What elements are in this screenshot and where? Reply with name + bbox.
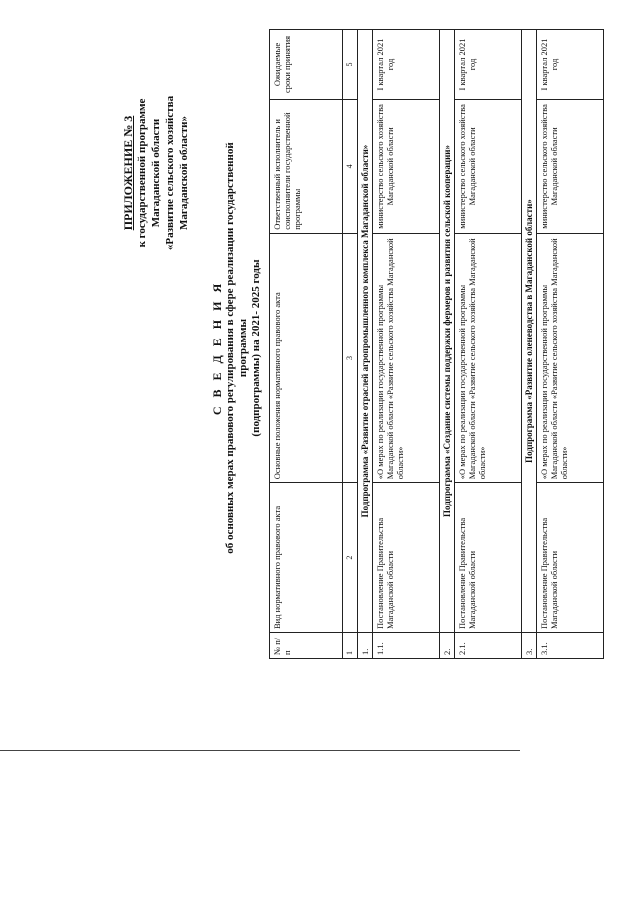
subprogram-num: 1. — [358, 633, 373, 659]
col-number: 4 — [343, 99, 358, 233]
table-header-row — [270, 30, 343, 659]
row-act-type: Постановление Правительства Магаданской области — [373, 483, 440, 633]
heading-title: С В Е Д Е Н И Я — [210, 280, 224, 416]
appendix-line: «Развитие сельского хозяйства — [164, 95, 176, 251]
row-term: I квартал 2021 год — [537, 30, 604, 100]
subprogram-row — [440, 30, 455, 659]
rotated-document-sheet — [111, 3, 581, 703]
header-act-type: Вид нормативного правового акта — [270, 483, 343, 633]
subprogram-title: Подпрограмма «Создание системы поддержки фермеров и развития сельской кооперации» — [440, 30, 455, 633]
column-number-row — [343, 30, 358, 659]
row-act-type: Постановление Правительства Магаданской области — [537, 483, 604, 633]
appendix-line: Магаданской области» — [178, 116, 190, 230]
subprogram-row — [522, 30, 537, 659]
page-divider-line — [0, 750, 520, 751]
row-term: I квартал 2021 год — [455, 30, 522, 100]
header-act-content: Основные положения нормативного правового акта — [270, 233, 343, 482]
header-num: № п/п — [270, 633, 343, 659]
appendix-title: ПРИЛОЖЕНИЕ № 3 — [121, 115, 135, 231]
row-act-content: «О мерах по реализации государственной программы Магаданской области «Развитие сельского хозяйства Магаданской области» — [373, 233, 440, 482]
table-row — [373, 30, 440, 659]
col-number: 3 — [343, 233, 358, 482]
table-row — [537, 30, 604, 659]
row-executor: министерство сельского хозяйства Магаданской области — [537, 99, 604, 233]
row-num: 1.1. — [373, 633, 440, 659]
row-act-content: «О мерах по реализации государственной программы Магаданской области «Развитие сельского хозяйства Магаданской области» — [537, 233, 604, 482]
heading-line-2: (подпрограммы) на 2021- 2025 годы — [250, 259, 262, 437]
subprogram-title: Подпрограмма «Развитие отраслей агропромышленного комплекса Магаданской области» — [358, 30, 373, 633]
row-executor: министерство сельского хозяйства Магаданской области — [373, 99, 440, 233]
row-act-type: Постановление Правительства Магаданской области — [455, 483, 522, 633]
appendix-line: Магаданской области — [150, 118, 162, 228]
appendix-line: к государственной программе — [136, 98, 148, 248]
table-row — [455, 30, 522, 659]
col-number: 5 — [343, 30, 358, 100]
subprogram-num: 2. — [440, 633, 455, 659]
header-executor: Ответственный исполнитель и соисполнители государственной программы — [270, 99, 343, 233]
row-term: I квартал 2021 год — [373, 30, 440, 100]
subprogram-num: 3. — [522, 633, 537, 659]
document-heading — [211, 113, 263, 583]
col-number: 1 — [343, 633, 358, 659]
appendix-block — [121, 23, 191, 323]
row-act-content: «О мерах по реализации государственной программы Магаданской области «Развитие сельского хозяйства Магаданской области» — [455, 233, 522, 482]
subprogram-row — [358, 30, 373, 659]
heading-line-1: об основных мерах правового регулирования в сфере реализации государственной программы — [224, 142, 249, 554]
row-executor: министерство сельского хозяйства Магаданской области — [455, 99, 522, 233]
subprogram-title: Подпрограмма «Развитие оленеводства в Магаданской области» — [522, 30, 537, 633]
measures-table — [269, 29, 604, 659]
row-num: 3.1. — [537, 633, 604, 659]
row-num: 2.1. — [455, 633, 522, 659]
col-number: 2 — [343, 483, 358, 633]
header-term: Ожидаемые сроки принятия — [270, 30, 343, 100]
